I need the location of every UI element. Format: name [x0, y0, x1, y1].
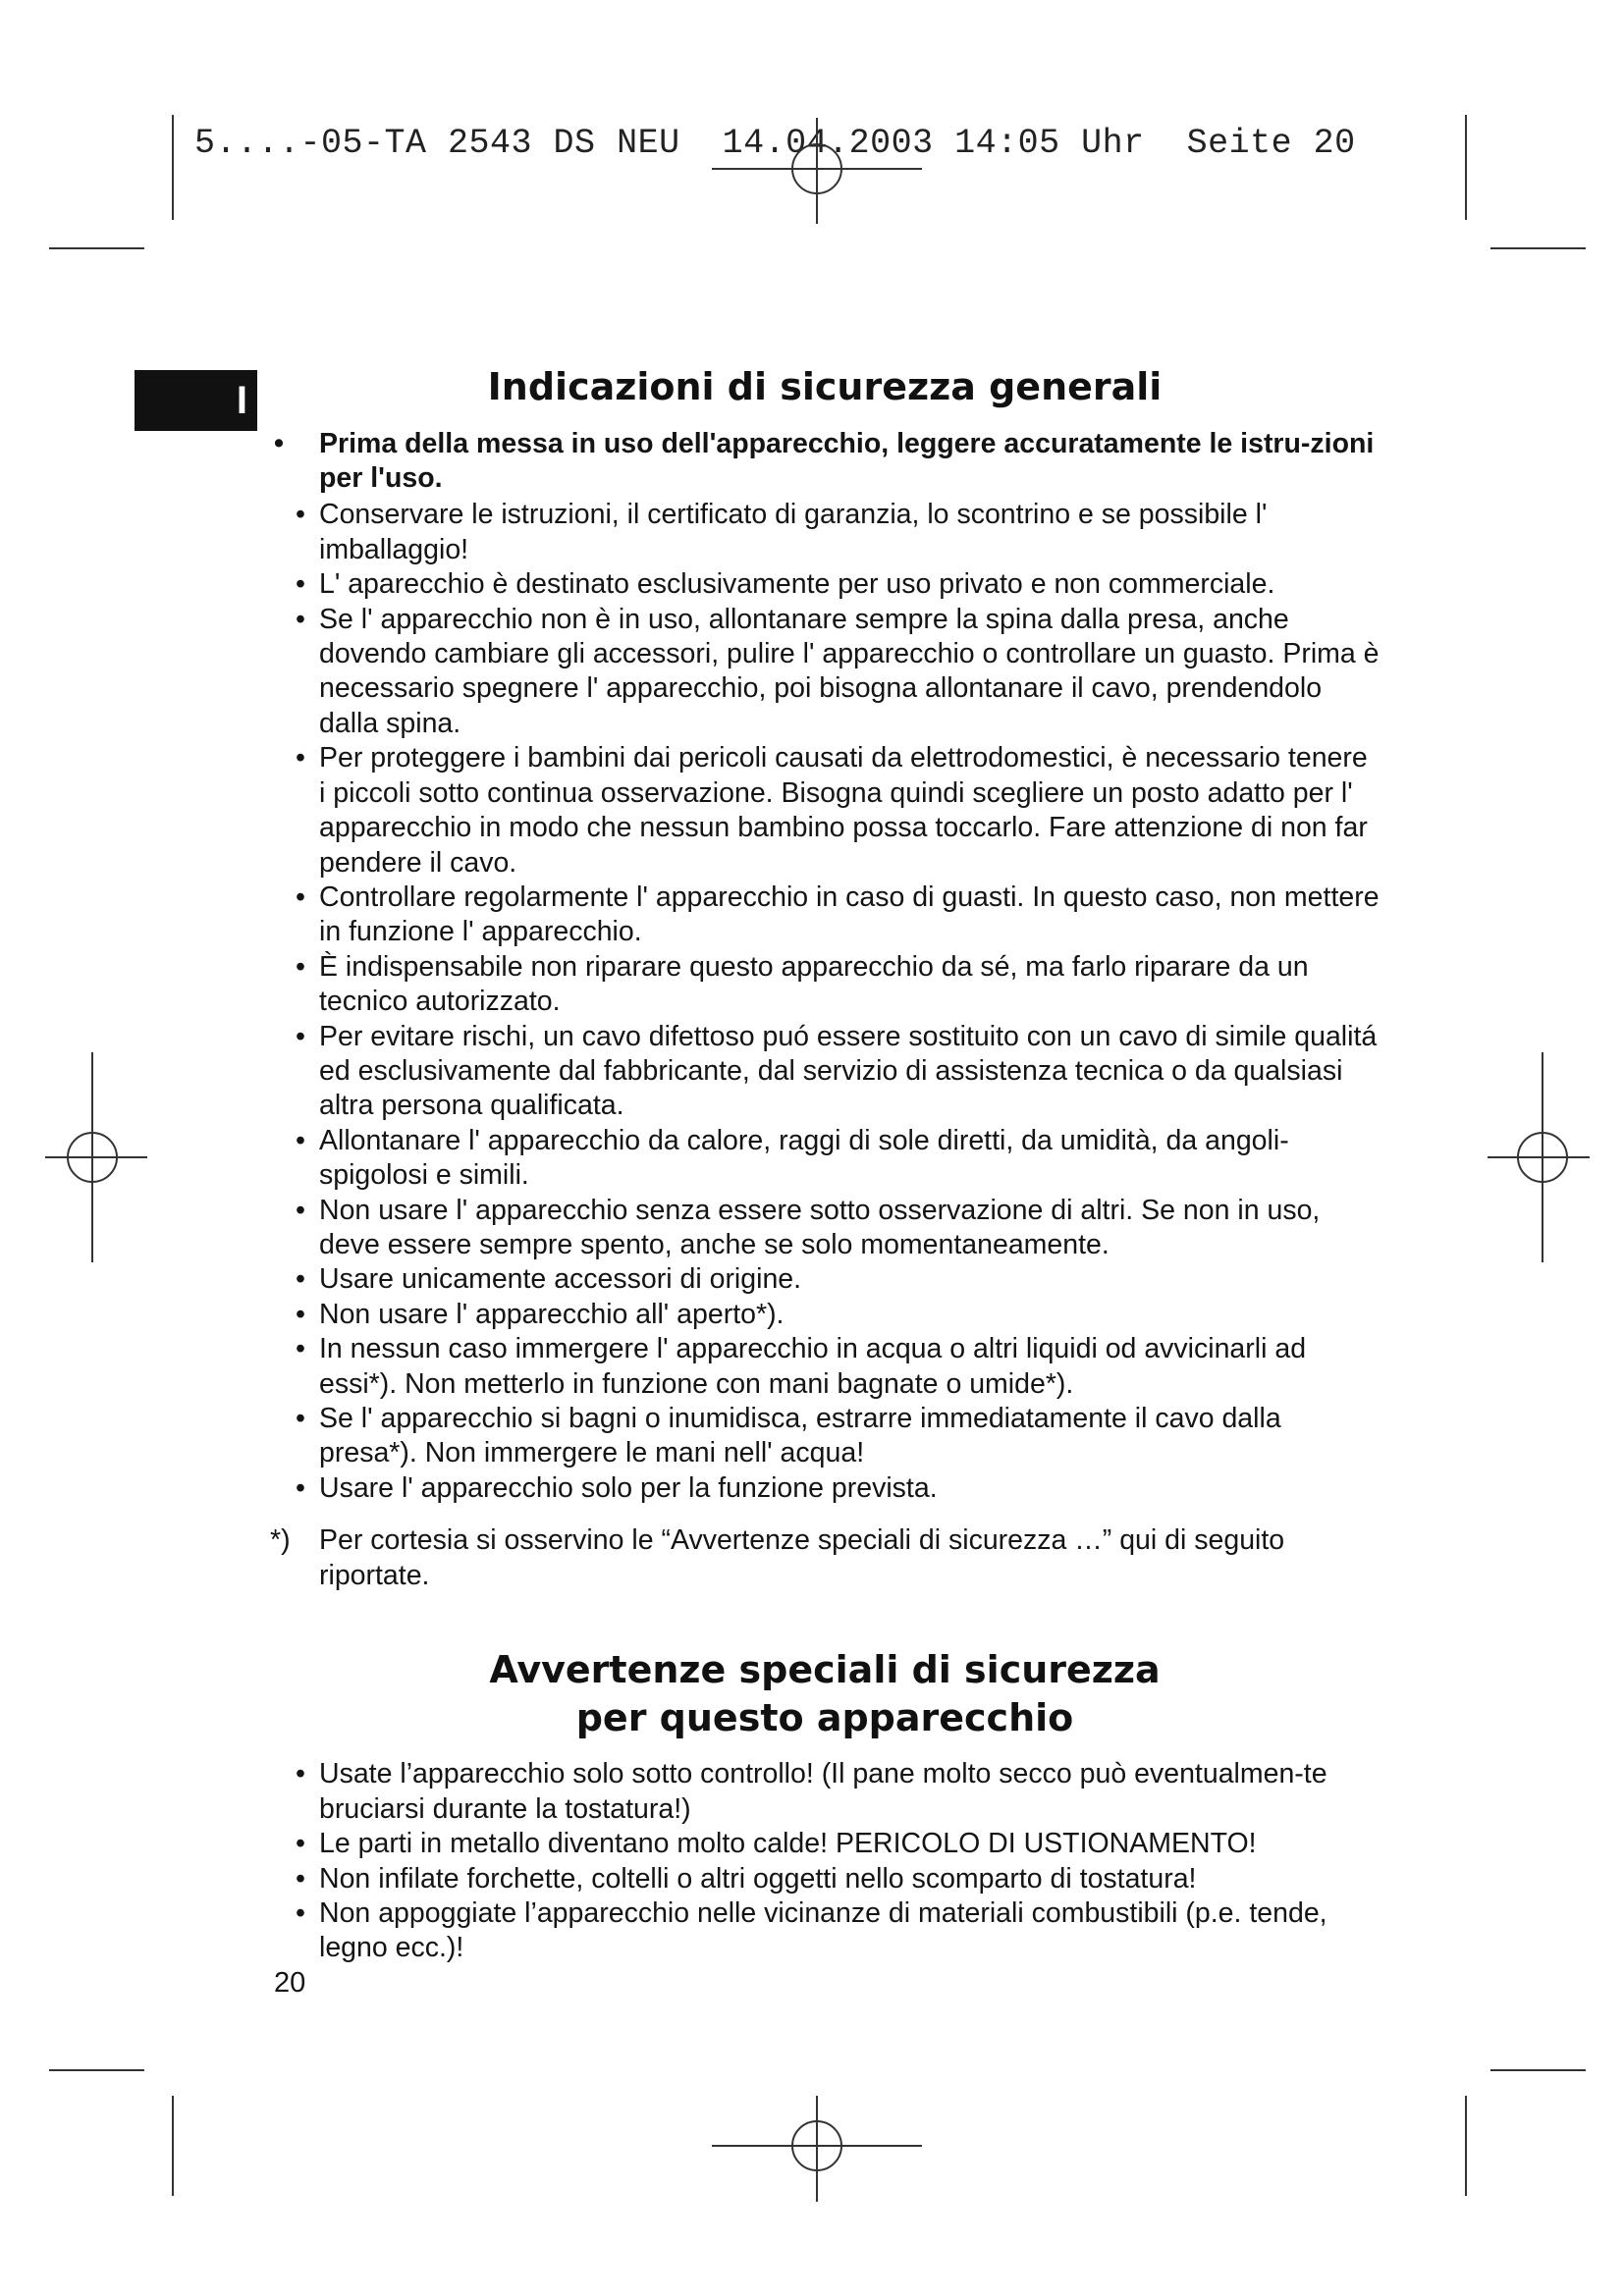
footnote-mark: *) — [270, 1524, 291, 1557]
list-item — [270, 741, 1380, 881]
bullet-icon: • — [296, 1124, 305, 1156]
bullet-icon: • — [296, 881, 305, 913]
list-item-text: Controllare regolarmente l' apparecchio in caso di guasti. In questo caso, non mettere in funzione l' apparecchio. — [319, 881, 1380, 948]
bullet-icon: • — [296, 1471, 305, 1504]
list-item-text: Se l' apparecchio si bagni o inumidisca, estrarre immediatamente il cavo dalla presa*). Non immergere le mani nell' acqua! — [319, 1403, 1281, 1469]
registration-mark-bottom — [712, 2096, 922, 2202]
bullet-icon: • — [296, 1194, 305, 1226]
bullet-icon: • — [296, 1828, 305, 1860]
intro-instruction-text: Prima della messa in uso dell'apparecchio, leggere accuratamente le istru-zioni per l'uso. — [319, 427, 1375, 495]
list-item-text: Allontanare l' apparecchio da calore, raggi di sole diretti, da umidità, da angoli-spigolosi e simili. — [319, 1124, 1289, 1192]
list-item — [270, 1896, 1380, 1966]
section-title-line-2: per questo apparecchio — [575, 1695, 1074, 1739]
list-item — [270, 567, 1380, 602]
list-item-text: Usare l' apparecchio solo per la funzione prevista. — [319, 1471, 938, 1504]
language-tab: I — [135, 370, 257, 431]
crop-mark-bottom-left-horizontal — [49, 2069, 144, 2071]
list-item-text: Usare unicamente accessori di origine. — [319, 1263, 802, 1296]
crop-mark-bottom-right-vertical — [1465, 2096, 1467, 2196]
crop-mark-top-left-horizontal — [49, 247, 144, 249]
section-title-line-1: Avvertenze speciali di sicurezza — [489, 1648, 1161, 1692]
bullet-icon: • — [296, 1758, 305, 1790]
footnote-text: Per cortesia si osservino le “Avvertenze speciali di sicurezza …” qui di seguito riportate. — [319, 1524, 1285, 1591]
crop-mark-top-left-vertical — [172, 115, 174, 220]
intro-instruction — [270, 427, 1380, 497]
crop-mark-bottom-left-vertical — [172, 2096, 174, 2196]
list-item-text: Usate l’apparecchio solo sotto controllo! (Il pane molto secco può eventualmen-te bruciarsi durante la tostatura!) — [319, 1758, 1327, 1825]
list-item — [270, 1757, 1380, 1827]
bullet-icon: • — [296, 950, 305, 983]
list-item — [270, 1402, 1380, 1471]
list-item — [270, 1827, 1380, 1861]
section-title-special-warnings — [270, 1646, 1380, 1741]
list-item — [270, 498, 1380, 567]
bullet-icon: • — [296, 1896, 305, 1929]
list-item — [270, 881, 1380, 950]
list-item — [270, 603, 1380, 742]
list-item-text: Le parti in metallo diventano molto calde! PERICOLO DI USTIONAMENTO! — [319, 1828, 1257, 1860]
bullet-icon: • — [296, 1862, 305, 1895]
list-item — [270, 1298, 1380, 1332]
list-item-text: In nessun caso immergere l' apparecchio in acqua o altri liquidi od avvicinarli ad essi*). Non metterlo in funzione con mani bagnate o umide*). — [319, 1333, 1307, 1400]
list-item-text: Per proteggere i bambini dai pericoli causati da elettrodomestici, è necessario tenere i piccoli sotto continua osservazione. Bisogna quindi scegliere un posto adatto per l' apparecchio in modo che nessun bambino possa toccarlo. Fare attenzione di non far pendere il cavo. — [319, 742, 1368, 879]
bullet-icon: • — [274, 427, 284, 459]
footnote — [270, 1523, 1380, 1593]
page-number: 20 — [274, 1967, 306, 1999]
bullet-icon: • — [296, 499, 305, 531]
crop-mark-bottom-right-horizontal — [1490, 2069, 1586, 2071]
list-item — [270, 1124, 1380, 1194]
bullet-icon: • — [296, 742, 305, 774]
bullet-icon: • — [296, 1298, 305, 1330]
list-item — [270, 950, 1380, 1020]
bullet-icon: • — [296, 1263, 305, 1296]
list-item-text: Conservare le istruzioni, il certificato di garanzia, lo scontrino e se possibile l' imballaggio! — [319, 499, 1268, 565]
list-item — [270, 1020, 1380, 1124]
registration-mark-top — [712, 118, 922, 224]
list-item-text: Non infilate forchette, coltelli o altri oggetti nello scomparto di tostatura! — [319, 1862, 1197, 1895]
safety-content — [270, 363, 1380, 1966]
registration-mark-left — [45, 1052, 147, 1262]
bullet-icon: • — [296, 1333, 305, 1365]
bullet-icon: • — [296, 603, 305, 635]
list-item-text: Non usare l' apparecchio senza essere sotto osservazione di altri. Se non in uso, deve essere sempre spento, anche se solo momentaneamente. — [319, 1194, 1321, 1260]
list-item — [270, 1862, 1380, 1896]
list-item-text: Non usare l' apparecchio all' aperto*). — [319, 1298, 785, 1330]
list-item-text: Non appoggiate l’apparecchio nelle vicinanze di materiali combustibili (p.e. tende, legno ecc.)! — [319, 1896, 1327, 1964]
special-warnings-list — [270, 1757, 1380, 1965]
registration-mark-right — [1488, 1052, 1590, 1262]
general-safety-list — [270, 498, 1380, 1506]
crop-mark-top-right-horizontal — [1490, 247, 1586, 249]
list-item-text: Per evitare rischi, un cavo difettoso puó essere sostituito con un cavo di simile qualitá ed esclusivamente dal fabbricante, dal servizio di assistenza tecnica o da qualsiasi altra persona qualificata. — [319, 1020, 1378, 1122]
bullet-icon: • — [296, 1020, 305, 1052]
list-item — [270, 1262, 1380, 1297]
list-item — [270, 1471, 1380, 1506]
bullet-icon: • — [296, 568, 305, 601]
crop-mark-top-right-vertical — [1465, 115, 1467, 220]
print-header: 5....-05-TA 2543 DS NEU 14.04.2003 14:05 Uhr Seite 20 — [194, 124, 1356, 163]
section-title-general-safety: Indicazioni di sicurezza generali — [487, 365, 1163, 408]
bullet-icon: • — [296, 1403, 305, 1434]
list-item — [270, 1194, 1380, 1263]
list-item-text: Se l' apparecchio non è in uso, allontanare sempre la spina dalla presa, anche dovendo cambiare gli accessori, pulire l' apparecchio o controllare un guasto. Prima è necessario spegnere l' apparecchio, poi bisogna allontanare il cavo, prendendolo dalla spina. — [319, 603, 1380, 739]
list-item — [270, 1332, 1380, 1402]
list-item-text: È indispensabile non riparare questo apparecchio da sé, ma farlo riparare da un tecnico autorizzato. — [319, 950, 1309, 1018]
list-item-text: L' aparecchio è destinato esclusivamente per uso privato e non commerciale. — [319, 568, 1275, 601]
